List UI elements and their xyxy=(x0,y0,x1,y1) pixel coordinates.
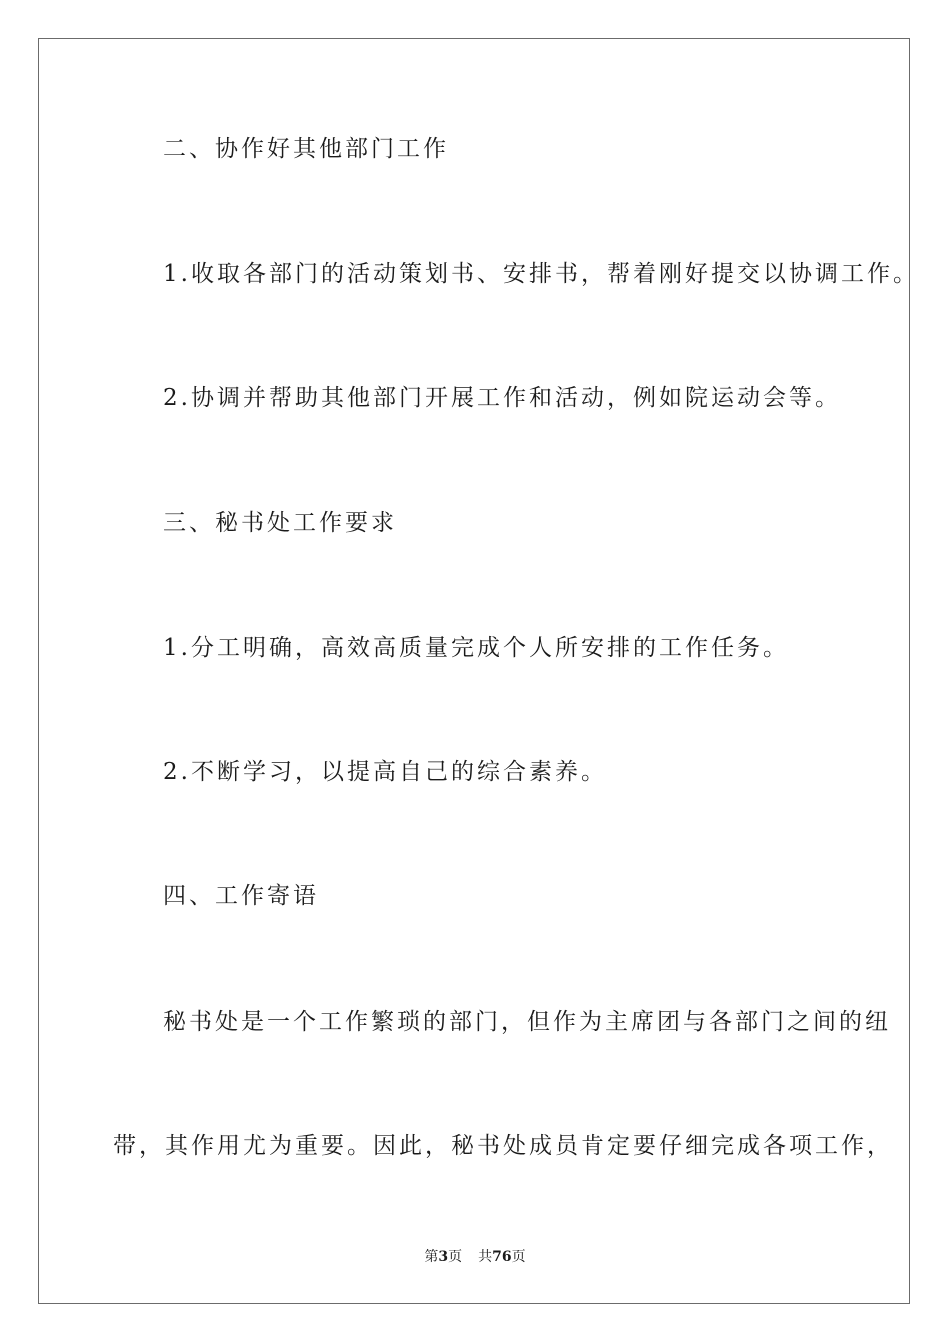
footer-page-suffix: 页 xyxy=(448,1249,463,1265)
footer-page-prefix: 第 xyxy=(424,1249,439,1265)
page-frame xyxy=(38,38,910,1304)
paragraph-line: 带，其作用尤为重要。因此，秘书处成员肯定要仔细完成各项工作， xyxy=(113,1133,893,1159)
footer-page-number: 3 xyxy=(438,1249,449,1265)
section-heading-3: 三、秘书处工作要求 xyxy=(163,510,397,536)
footer-total-suffix: 页 xyxy=(511,1249,526,1265)
section-heading-4: 四、工作寄语 xyxy=(163,883,319,909)
footer-total-prefix: 共 xyxy=(478,1249,493,1265)
page-footer xyxy=(0,1247,950,1267)
footer-total-pages: 76 xyxy=(492,1249,512,1265)
paragraph-item: 1.分工明确，高效高质量完成个人所安排的工作任务。 xyxy=(163,635,789,661)
paragraph-item: 1.收取各部门的活动策划书、安排书，帮着刚好提交以协调工作。 xyxy=(163,261,919,287)
paragraph-item: 2.不断学习，以提高自己的综合素养。 xyxy=(163,759,607,785)
section-heading-2: 二、协作好其他部门工作 xyxy=(163,136,449,162)
paragraph-item: 2.协调并帮助其他部门开展工作和活动，例如院运动会等。 xyxy=(163,385,841,411)
paragraph-line: 秘书处是一个工作繁琐的部门，但作为主席团与各部门之间的纽 xyxy=(163,1009,891,1035)
